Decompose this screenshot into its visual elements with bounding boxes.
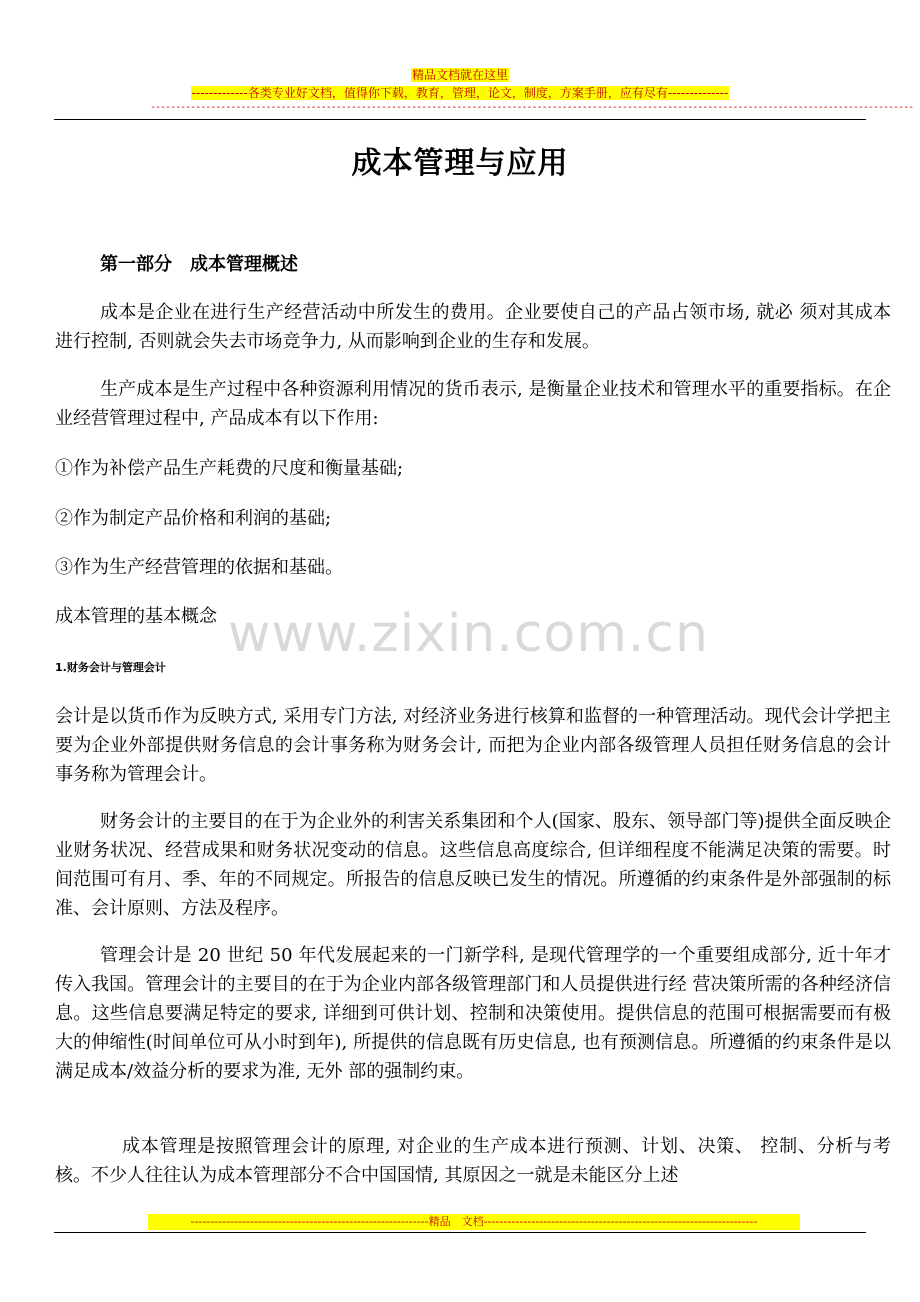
paragraph-2: 生产成本是生产过程中各种资源利用情况的货币表示, 是衡量企业技术和管理水平的重要指标。在企业经营管理过程中, 产品成本有以下作用:	[55, 379, 891, 429]
footer-banner: ------------------------------------------------------------精品 文档---------------------------------------------------------------------	[148, 1214, 800, 1230]
footer-divider	[54, 1232, 866, 1233]
header-dash-line: --------------------------------------------------------------------------------------------------------------------------------------------------------	[150, 102, 914, 113]
paragraph-3: 会计是以货币作为反映方式, 采用专门方法, 对经济业务进行核算和监督的一种管理活动。现代会计学把主要为企业外部提供财务信息的会计事务称为财务会计, 而把为企业内部各级管理人员担任财务信息的会计事务称为管理会计。	[55, 706, 891, 785]
paragraph-4: 财务会计的主要目的在于为企业外的利害关系集团和个人(国家、股东、领导部门等)提供全面反映企业财务状况、经营成果和财务状况变动的信息。这些信息高度综合, 但详细程度不能满足决策的需要。时间范围可有月、季、年的不同规定。所报告的信息反映已发生的情况。所遵循的约束条件是外部强制的标准、会计原则、方法及程序。	[55, 811, 891, 919]
header-banner-subtitle-text: -------------各类专业好文档，值得你下载，教育，管理，论文，制度，方案手册，应有尽有--------------	[191, 86, 729, 100]
list-item-1: ①作为补偿产品生产耗费的尺度和衡量基础;	[55, 458, 404, 479]
section-heading: 第一部分 成本管理概述	[100, 254, 298, 275]
list-item-2: ②作为制定产品价格和利润的基础;	[55, 508, 332, 529]
header-banner-subtitle	[0, 84, 920, 101]
small-heading: 1.财务会计与管理会计	[55, 661, 166, 674]
paragraph-6: 成本管理是按照管理会计的原理, 对企业的生产成本进行预测、计划、决策、 控制、分析与考核。不少人往往认为成本管理部分不合中国国情, 其原因之一就是未能区分上述	[55, 1136, 891, 1186]
header-banner-title	[0, 66, 920, 83]
document-title: 成本管理与应用	[351, 146, 569, 181]
list-item-3: ③作为生产经营管理的依据和基础。	[55, 557, 343, 578]
header-banner-title-text: 精品文档就在这里	[411, 68, 508, 82]
paragraph-5: 管理会计是 20 世纪 50 年代发展起来的一门新学科, 是现代管理学的一个重要组成部分, 近十年才传入我国。管理会计的主要目的在于为企业内部各级管理部门和人员提供进行经 营决策所需的各种经济信息。这些信息要满足特定的要求, 详细到可供计划、控制和决策使用。提供信息的范围可根据需要而有极大的伸缩性(时间单位可从小时到年), 所提供的信息既有历史信息, 也有预测信息。所遵循的约束条件是以满足成本/效益分析的要求为准, 无外 部的强制约束。	[55, 945, 891, 1082]
paragraph-1: 成本是企业在进行生产经营活动中所发生的费用。企业要使自己的产品占领市场, 就必 须对其成本进行控制, 否则就会失去市场竞争力, 从而影响到企业的生存和发展。	[55, 302, 891, 352]
header-divider	[54, 119, 866, 120]
subheading: 成本管理的基本概念	[55, 606, 217, 627]
watermark: www.zixin.com.cn	[228, 604, 709, 664]
